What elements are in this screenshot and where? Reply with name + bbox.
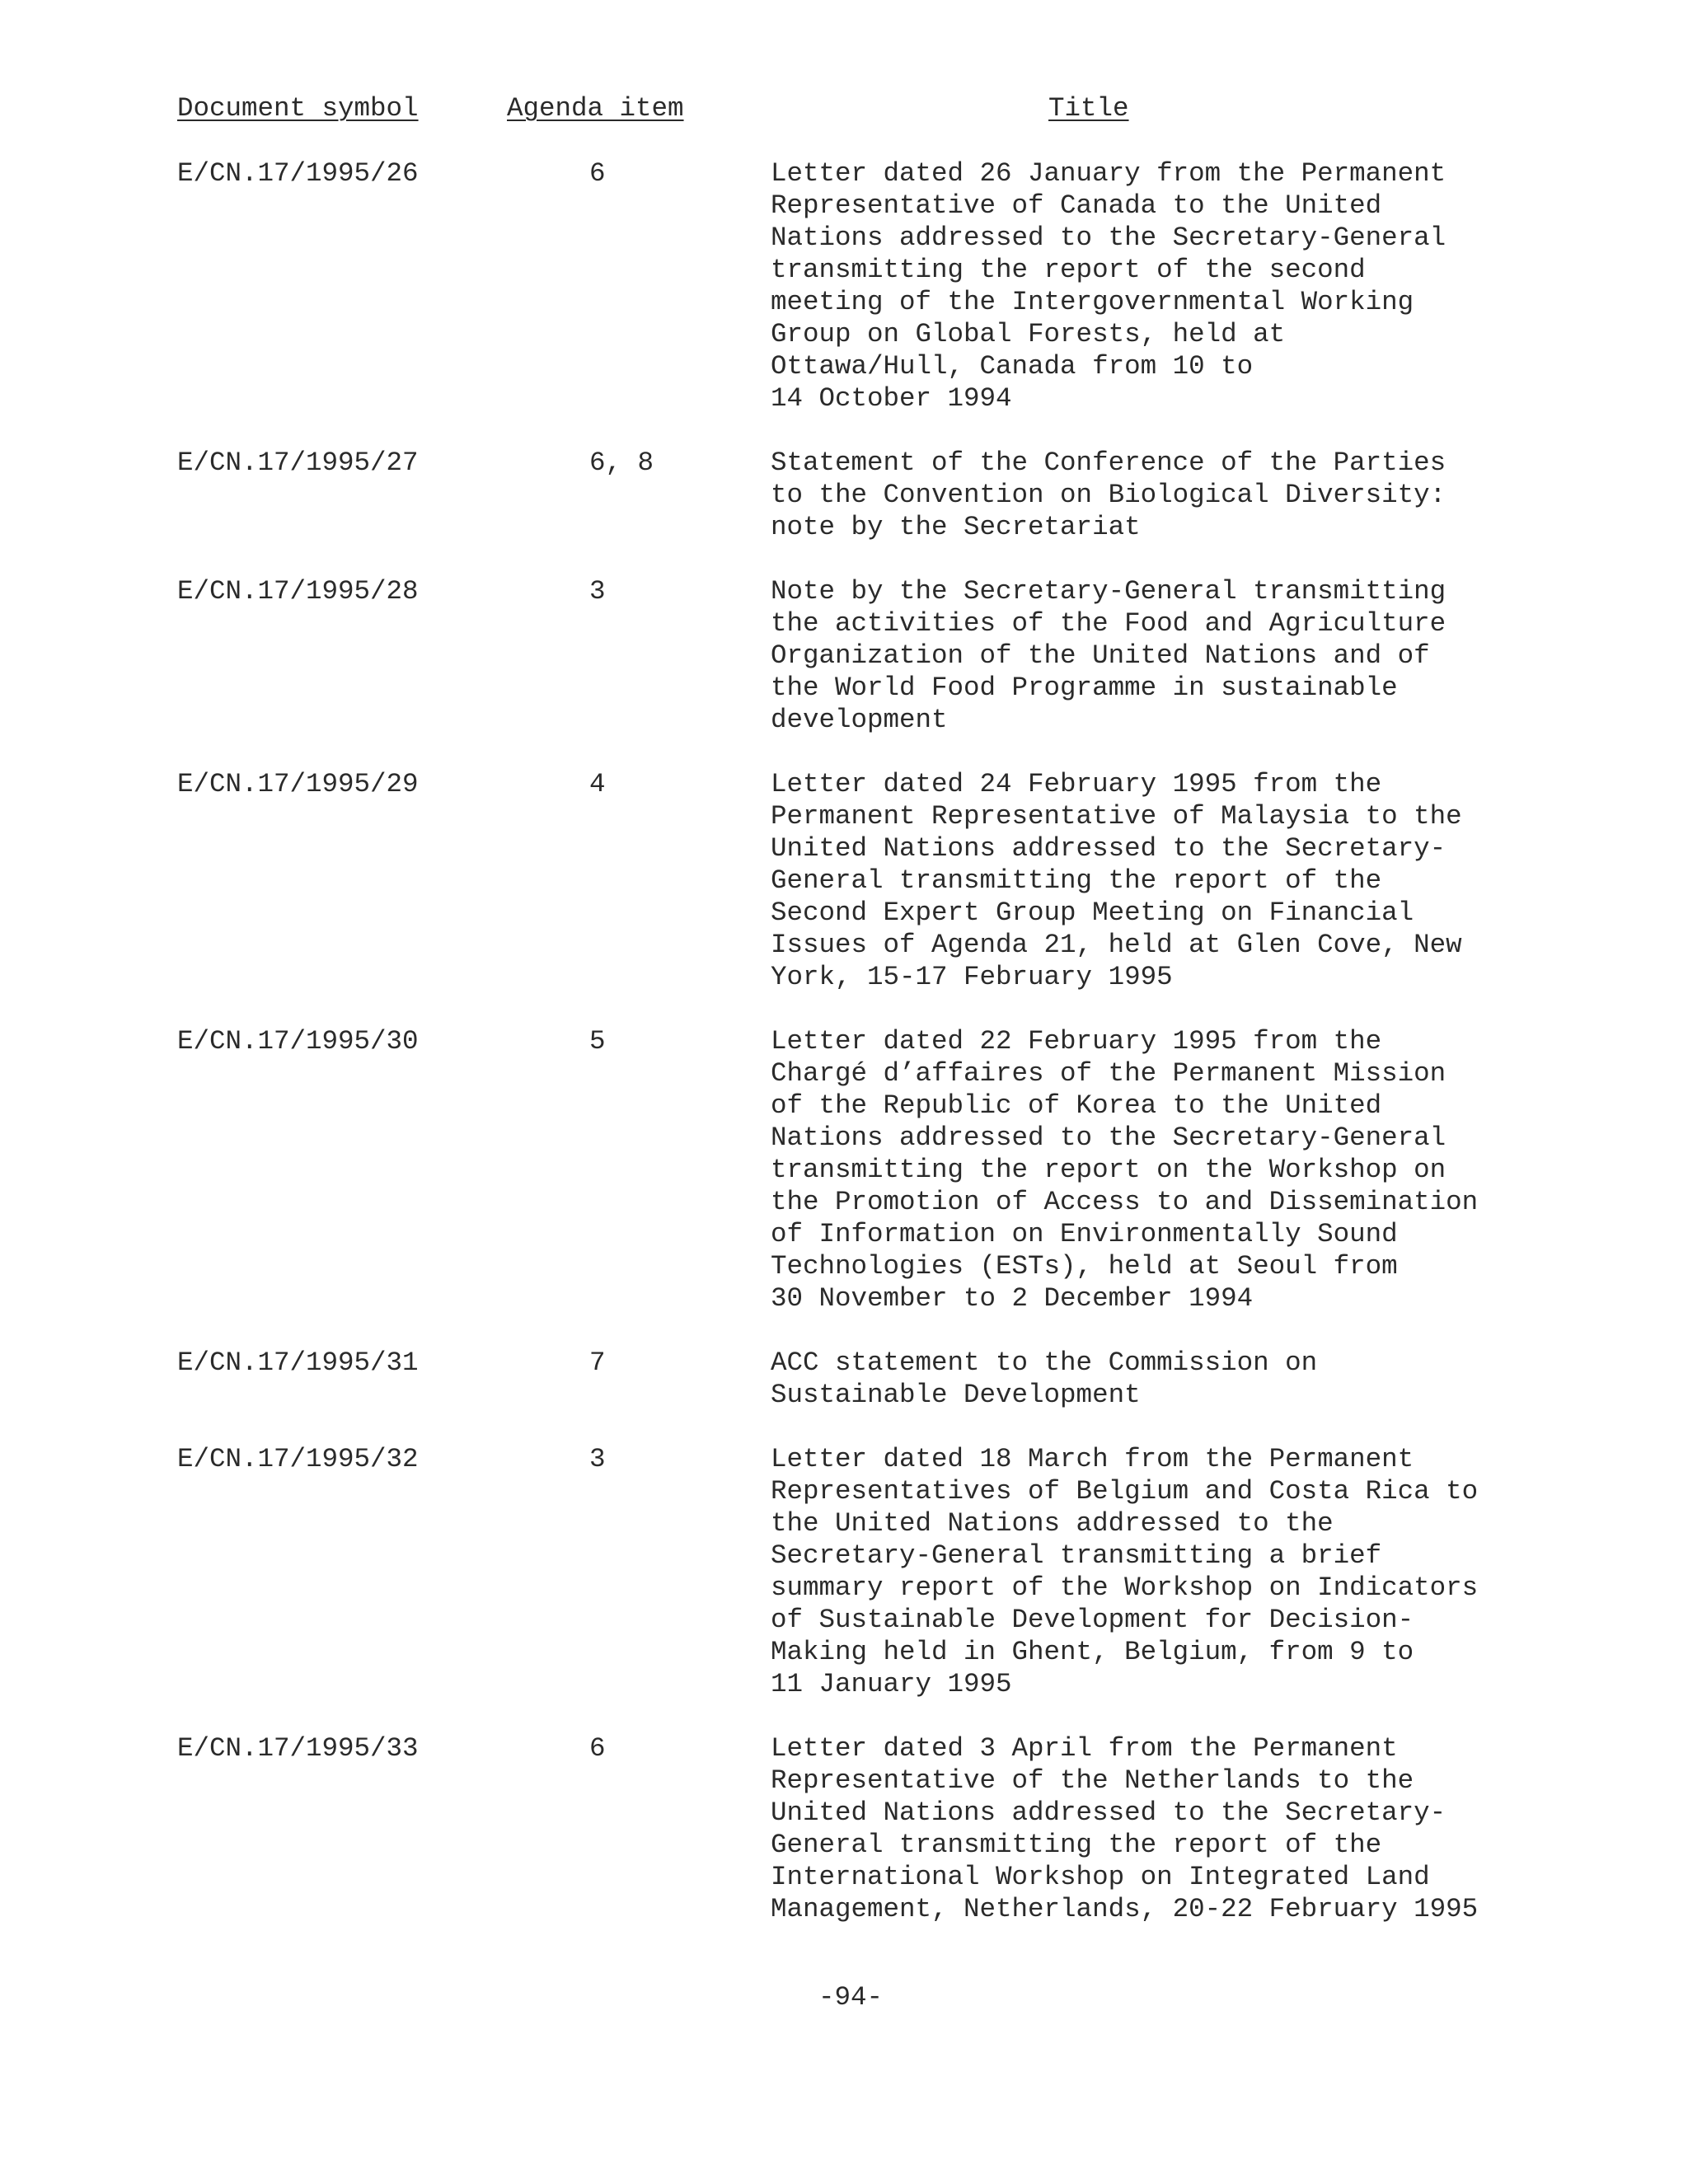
document-symbol: E/CN.17/1995/31	[177, 1347, 419, 1378]
document-title	[771, 447, 1595, 543]
title-line: the World Food Programme in sustainable	[771, 673, 1398, 703]
title-line: York, 15-17 February 1995	[771, 962, 1173, 992]
title-line: Letter dated 22 February 1995 from the	[771, 1026, 1382, 1057]
title-line: of the Republic of Korea to the United	[771, 1090, 1382, 1121]
title-line: transmitting the report of the second	[771, 255, 1366, 285]
document-symbol: E/CN.17/1995/30	[177, 1026, 419, 1057]
document-symbol: E/CN.17/1995/32	[177, 1444, 419, 1474]
header-agenda-item: Agenda item	[507, 93, 684, 124]
title-line: note by the Secretariat	[771, 512, 1141, 542]
document-symbol: E/CN.17/1995/28	[177, 576, 419, 607]
title-line: Representative of Canada to the United	[771, 190, 1382, 221]
agenda-item: 5	[589, 1026, 606, 1057]
document-title	[771, 1347, 1595, 1411]
title-line: Making held in Ghent, Belgium, from 9 to	[771, 1637, 1414, 1667]
table-row	[0, 447, 1688, 543]
header-title: Title	[1048, 93, 1129, 124]
title-line: United Nations addressed to the Secretary-	[771, 833, 1447, 864]
table-row	[0, 1347, 1688, 1411]
title-line: Letter dated 26 January from the Permanent	[771, 158, 1447, 189]
document-symbol: E/CN.17/1995/33	[177, 1733, 419, 1764]
title-line: Note by the Secretary-General transmitting	[771, 576, 1447, 607]
title-line: the United Nations addressed to the	[771, 1508, 1334, 1539]
title-line: Issues of Agenda 21, held at Glen Cove, New	[771, 930, 1462, 960]
title-line: Nations addressed to the Secretary-General	[771, 1122, 1447, 1153]
title-line: of Sustainable Development for Decision-	[771, 1605, 1414, 1635]
table-row	[0, 768, 1688, 993]
title-line: Nations addressed to the Secretary-General	[771, 223, 1447, 253]
agenda-item: 6	[589, 158, 606, 189]
title-line: Ottawa/Hull, Canada from 10 to	[771, 351, 1254, 382]
title-line: General transmitting the report of the	[771, 1830, 1382, 1860]
title-line: 14 October 1994	[771, 383, 1012, 414]
title-line: Second Expert Group Meeting on Financial	[771, 898, 1414, 928]
title-line: to the Convention on Biological Diversity:	[771, 480, 1447, 510]
title-line: Secretary-General transmitting a brief	[771, 1540, 1382, 1571]
page-number: -94-	[818, 1982, 883, 2013]
title-line: 30 November to 2 December 1994	[771, 1283, 1254, 1314]
title-line: Letter dated 3 April from the Permanent	[771, 1733, 1398, 1764]
title-line: Representatives of Belgium and Costa Rica to	[771, 1476, 1479, 1507]
agenda-item: 3	[589, 1444, 606, 1474]
agenda-item: 4	[589, 769, 606, 799]
agenda-item: 6	[589, 1733, 606, 1764]
title-line: the Promotion of Access to and Dissemination	[771, 1187, 1479, 1217]
title-line: meeting of the Intergovernmental Working	[771, 287, 1414, 317]
document-title	[771, 1025, 1595, 1315]
title-line: International Workshop on Integrated Land	[771, 1862, 1430, 1892]
title-line: the activities of the Food and Agriculture	[771, 608, 1447, 639]
document-title	[771, 1443, 1595, 1700]
title-line: Sustainable Development	[771, 1380, 1141, 1410]
table-row	[0, 575, 1688, 736]
title-line: Organization of the United Nations and of	[771, 640, 1430, 671]
title-line: General transmitting the report of the	[771, 865, 1382, 896]
header-document-symbol: Document symbol	[177, 93, 419, 124]
title-line: Statement of the Conference of the Parties	[771, 448, 1447, 478]
document-title	[771, 575, 1595, 736]
document-title	[771, 1732, 1595, 1925]
title-line: Permanent Representative of Malaysia to the	[771, 801, 1462, 832]
table-row	[0, 1443, 1688, 1700]
title-line: Management, Netherlands, 20-22 February 1995	[771, 1894, 1479, 1924]
title-line: ACC statement to the Commission on	[771, 1347, 1318, 1378]
document-title	[771, 768, 1595, 993]
title-line: Technologies (ESTs), held at Seoul from	[771, 1251, 1398, 1282]
table-row	[0, 157, 1688, 415]
page-number-footer	[0, 1981, 1688, 2014]
document-symbol: E/CN.17/1995/26	[177, 158, 419, 189]
document-symbol: E/CN.17/1995/29	[177, 769, 419, 799]
table-header	[0, 92, 1688, 134]
agenda-item: 6, 8	[589, 448, 654, 478]
title-line: Letter dated 24 February 1995 from the	[771, 769, 1382, 799]
title-line: Group on Global Forests, held at	[771, 319, 1286, 349]
title-line: United Nations addressed to the Secretary-	[771, 1797, 1447, 1828]
title-line: 11 January 1995	[771, 1669, 1012, 1699]
agenda-item: 3	[589, 576, 606, 607]
title-line: development	[771, 705, 948, 735]
table-row	[0, 1732, 1688, 1925]
agenda-item: 7	[589, 1347, 606, 1378]
document-title	[771, 157, 1595, 415]
title-line: Representative of the Netherlands to the	[771, 1765, 1414, 1796]
title-line: Chargé d’affaires of the Permanent Mission	[771, 1058, 1447, 1089]
title-line: of Information on Environmentally Sound	[771, 1219, 1398, 1249]
table-row	[0, 1025, 1688, 1315]
document-symbol: E/CN.17/1995/27	[177, 448, 419, 478]
title-line: Letter dated 18 March from the Permanent	[771, 1444, 1414, 1474]
document-list	[0, 157, 1688, 1957]
title-line: transmitting the report on the Workshop on	[771, 1155, 1447, 1185]
title-line: summary report of the Workshop on Indicators	[771, 1572, 1479, 1603]
